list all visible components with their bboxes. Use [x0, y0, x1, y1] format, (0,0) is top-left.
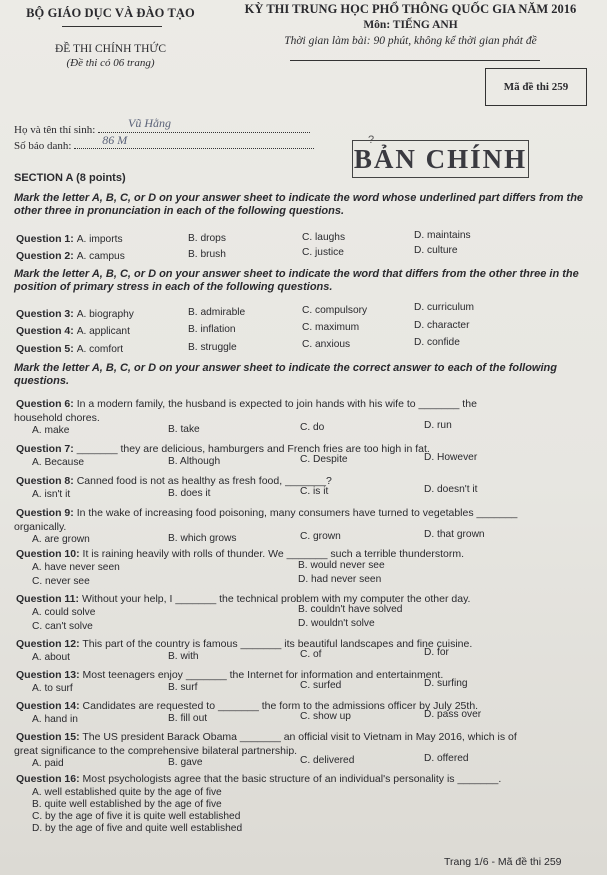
q16-stem: Most psychologists agree that the basic structure of an individual's personality is _______.: [82, 773, 502, 785]
q9-opt-c: C. grown: [300, 531, 341, 542]
q2-opt-b: B. brush: [188, 249, 226, 260]
q8-stem: Canned food is not as healthy as fresh food, _______?: [76, 475, 332, 487]
candidate-id-line: [14, 133, 314, 152]
q11-opt-a: A. could solve: [32, 607, 96, 618]
question-7: [16, 443, 430, 455]
instruction-stress: Mark the letter A, B, C, or D on your answer sheet to indicate the word that differs from the other three in the position of primary stress in each of the following questions.: [14, 268, 579, 293]
id-dots: [74, 133, 314, 149]
question-14: [16, 700, 478, 712]
q12-opt-b: B. with: [168, 651, 199, 662]
q7-opt-b: B. Although: [168, 456, 221, 467]
q16-label: Question 16:: [16, 773, 80, 785]
ministry-name: BỘ GIÁO DỤC VÀ ĐÀO TẠO: [26, 6, 195, 20]
official-label: ĐỀ THI CHÍNH THỨC: [54, 43, 167, 55]
q10-opt-b: B. would never see: [298, 560, 385, 571]
q6-opt-d: D. run: [424, 420, 452, 431]
q7-opt-d: D. However: [424, 452, 478, 463]
q14-opt-d: D. pass over: [424, 709, 482, 720]
q9-stem: In the wake of increasing food poisoning, many consumers have turned to vegetables _______: [76, 507, 518, 519]
question-15: [16, 731, 517, 743]
q8-opt-b: B. does it: [168, 488, 211, 499]
q7-opt-a: A. Because: [32, 457, 85, 468]
question-5: [16, 343, 123, 355]
q15-label: Question 15:: [16, 731, 80, 743]
q9-opt-a: A. are grown: [32, 534, 90, 545]
q5-label: Question 5:: [16, 343, 74, 355]
name-handwriting: Vũ Hằng: [128, 116, 172, 130]
exam-code-box: Mã đề thi 259: [485, 68, 587, 106]
q13-opt-c: C. surfed: [300, 680, 342, 691]
q4-opt-b: B. inflation: [188, 324, 236, 335]
q16-opt-a: A. well established quite by the age of five: [32, 787, 222, 798]
q7-stem: _______ they are delicious, hamburgers and French fries are too high in fat.: [76, 443, 430, 455]
q3-opt-b: B. admirable: [188, 307, 246, 318]
q2-label: Question 2:: [16, 250, 74, 262]
exam-title: KỲ THI TRUNG HỌC PHỔ THÔNG QUỐC GIA NĂM 2016: [244, 2, 577, 16]
q4-opt-d: D. character: [414, 320, 470, 331]
subject-title: Môn: TIẾNG ANH: [363, 19, 458, 31]
q15-stem: The US president Barack Obama _______ an official visit to Vietnam in May 2016, which is of: [82, 731, 517, 743]
q5-opt-b: B. struggle: [188, 342, 237, 353]
q4-label: Question 4:: [16, 325, 74, 337]
instruction-correct-answer: Mark the letter A, B, C, or D on your answer sheet to indicate the correct answer to each of the following questions.: [14, 362, 557, 387]
q3-opt-a: A. biography: [76, 309, 134, 320]
q14-opt-b: B. fill out: [168, 713, 208, 724]
question-1: [16, 233, 123, 245]
q6-opt-b: B. take: [168, 424, 200, 435]
question-6: [16, 398, 477, 410]
question-3: [16, 308, 134, 320]
q13-stem: Most teenagers enjoy _______ the Internet for information and entertainment.: [82, 669, 444, 681]
q11-label: Question 11:: [16, 593, 80, 605]
q1-label: Question 1:: [16, 233, 74, 245]
question-10: [16, 548, 464, 560]
q6-opt-c: C. do: [300, 422, 325, 433]
section-title: SECTION A (8 points): [14, 172, 126, 184]
q12-opt-d: D. for: [424, 647, 449, 658]
id-handwriting: 86 M: [102, 133, 128, 147]
q11-opt-c: C. can't solve: [32, 621, 93, 632]
q10-opt-c: C. never see: [32, 576, 90, 587]
q10-label: Question 10:: [16, 548, 80, 560]
question-16: [16, 773, 501, 785]
q13-opt-b: B. surf: [168, 682, 198, 693]
q12-stem: This part of the country is famous _______ its beautiful landscapes and fine cuisine.: [82, 638, 473, 650]
header-left: [8, 6, 213, 69]
q2-opt-c: C. justice: [302, 247, 344, 258]
q2-opt-a: A. campus: [76, 251, 125, 262]
q4-opt-c: C. maximum: [302, 322, 360, 333]
question-9: [16, 507, 517, 519]
q4-opt-a: A. applicant: [76, 326, 130, 337]
q12-label: Question 12:: [16, 638, 80, 650]
q13-opt-d: D. surfing: [424, 678, 468, 689]
q14-stem: Candidates are requested to _______ the form to the admissions officer by July 25th.: [82, 700, 479, 712]
q6-label: Question 6:: [16, 398, 74, 410]
q5-opt-d: D. confide: [414, 337, 460, 348]
name-dots: [98, 116, 310, 133]
instruction-pronunciation: Mark the letter A, B, C, or D on your answer sheet to indicate the word whose underlined part differs from the other three in pronunciation in each of the following questions.: [14, 192, 584, 217]
q12-opt-a: A. about: [32, 652, 70, 663]
q16-opt-b: B. quite well established by the age of five: [32, 799, 222, 810]
q15-opt-d: D. offered: [424, 753, 469, 764]
q3-opt-d: D. curriculum: [414, 302, 475, 313]
q11-opt-d: D. wouldn't solve: [298, 618, 375, 629]
q15-opt-c: C. delivered: [300, 755, 355, 766]
time-note: Thời gian làm bài: 90 phút, không kể thời gian phát đề: [284, 35, 537, 47]
header-right: [218, 2, 603, 47]
q9-stem-cont: organically.: [14, 521, 67, 533]
q14-label: Question 14:: [16, 700, 80, 712]
q13-label: Question 13:: [16, 669, 80, 681]
ministry-underline: [62, 26, 162, 27]
q12-opt-c: C. of: [300, 649, 322, 660]
pages-note: (Đề thi có 06 trang): [66, 57, 155, 69]
question-4: [16, 325, 130, 337]
stamp-mark: ?: [368, 134, 375, 146]
q15-opt-b: B. gave: [168, 757, 203, 768]
q10-opt-d: D. had never seen: [298, 574, 382, 585]
q16-opt-d: D. by the age of five and quite well established: [32, 823, 243, 834]
question-12: [16, 638, 472, 650]
q15-opt-a: A. paid: [32, 758, 64, 769]
q8-opt-a: A. isn't it: [32, 489, 71, 500]
q1-opt-b: B. drops: [188, 233, 226, 244]
question-8: [16, 475, 332, 487]
id-label: Số báo danh:: [14, 140, 72, 152]
q1-opt-d: D. maintains: [414, 230, 471, 241]
candidate-name-line: [14, 116, 310, 136]
time-underline: [290, 60, 540, 61]
q7-opt-c: C. Despite: [300, 454, 348, 465]
q1-opt-a: A. imports: [76, 234, 123, 245]
q6-stem-cont: household chores.: [14, 412, 100, 424]
q9-opt-d: D. that grown: [424, 529, 485, 540]
q14-opt-a: A. hand in: [32, 714, 78, 725]
question-2: [16, 250, 125, 262]
name-label: Họ và tên thí sinh:: [14, 124, 96, 136]
official-copy-stamp: BẢN CHÍNH: [352, 140, 529, 178]
q8-opt-c: C. is it: [300, 486, 329, 497]
page-footer: Trang 1/6 - Mã đề thi 259: [444, 856, 562, 868]
q6-opt-a: A. make: [32, 425, 70, 436]
q8-opt-d: D. doesn't it: [424, 484, 478, 495]
q3-opt-c: C. compulsory: [302, 305, 368, 316]
q10-stem: It is raining heavily with rolls of thunder. We _______ such a terrible thunderstorm.: [82, 548, 465, 560]
q7-label: Question 7:: [16, 443, 74, 455]
q5-opt-a: A. comfort: [76, 344, 124, 355]
q9-opt-b: B. which grows: [168, 533, 237, 544]
q16-opt-c: C. by the age of five it is quite well established: [32, 811, 241, 822]
question-13: [16, 669, 443, 681]
q10-opt-a: A. have never seen: [32, 562, 120, 573]
q13-opt-a: A. to surf: [32, 683, 73, 694]
q11-stem: Without your help, I _______ the technical problem with my computer the other day.: [81, 593, 471, 605]
q11-opt-b: B. couldn't have solved: [298, 604, 403, 615]
q6-stem: In a modern family, the husband is expected to join hands with his wife to _______ the: [76, 398, 477, 410]
q3-label: Question 3:: [16, 308, 74, 320]
q2-opt-d: D. culture: [414, 245, 458, 256]
q1-opt-c: C. laughs: [302, 232, 346, 243]
q9-label: Question 9:: [16, 507, 74, 519]
q8-label: Question 8:: [16, 475, 74, 487]
q5-opt-c: C. anxious: [302, 339, 351, 350]
q15-stem-cont: great significance to the comprehensive bilateral partnership.: [14, 745, 298, 757]
q14-opt-c: C. show up: [300, 711, 351, 722]
